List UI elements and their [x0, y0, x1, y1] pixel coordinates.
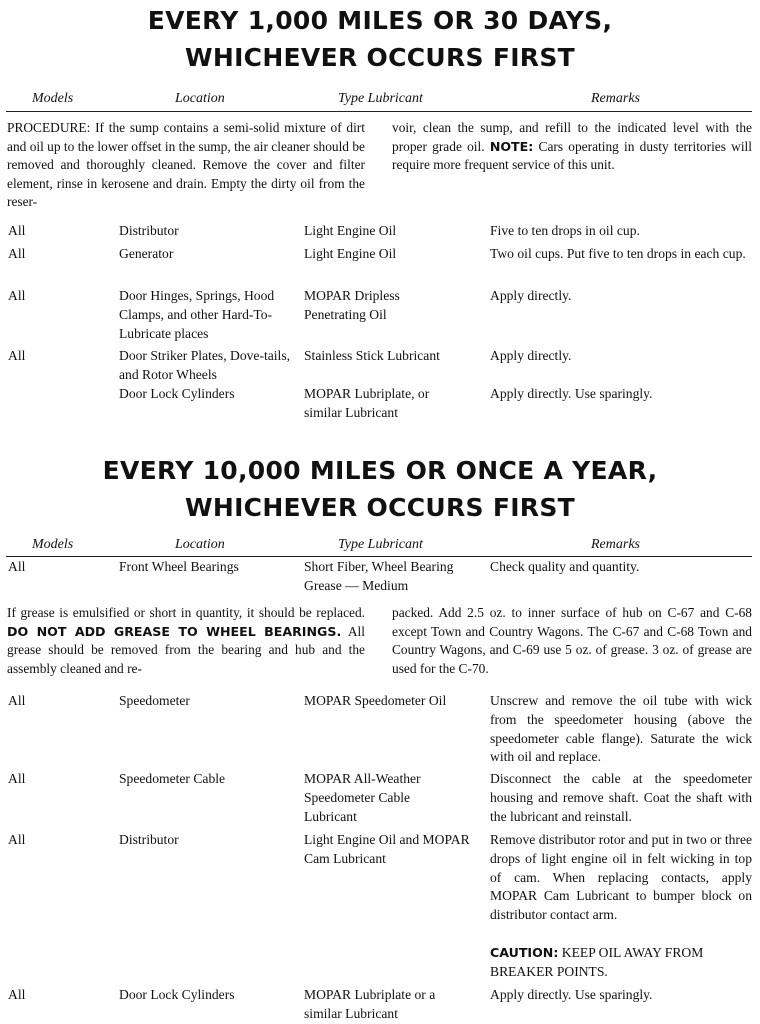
table-row-lubricant: MOPAR Lubriplate or a similar Lubricant	[304, 987, 436, 1021]
grease-warning: DO NOT ADD GREASE TO WHEEL BEARINGS.	[7, 623, 342, 639]
table-row-remarks: Five to ten drops in oil cup.	[490, 223, 640, 238]
table-row-model: All	[8, 693, 26, 708]
header-type-lubricant: Type Lubricant	[338, 537, 423, 552]
grease-note-text: If grease is emulsified or short in quantity, it should be replaced.	[7, 605, 365, 620]
header-type-lubricant: Type Lubricant	[338, 91, 423, 106]
caution-text: KEEP OIL AWAY FROM BREAKER POINTS.	[490, 945, 704, 979]
table-row-location: Door Lock Cylinders	[119, 386, 235, 401]
procedure-label: PROCEDURE:	[7, 120, 91, 135]
header-remarks: Remarks	[591, 537, 640, 552]
table-row-lubricant: Light Engine Oil and MOPAR Cam Lubricant	[304, 832, 470, 866]
procedure-text: If the sump contains a semi-solid mixture of dirt and oil up to the lower offset in the sump, the air cleaner should be removed and thoroughly cleaned. Remove the cover and filter element, rinse in kerosene and drain. Empty the dirty oil from the reser-	[7, 120, 365, 210]
caution-note	[490, 944, 752, 982]
header-remarks: Remarks	[591, 91, 640, 106]
table-row-remarks: Two oil cups. Put five to ten drops in each cup.	[490, 246, 746, 261]
header-models: Models	[32, 91, 74, 106]
section2-title-line2: WHICHEVER OCCURS FIRST	[184, 493, 576, 522]
table-row-model: All	[8, 832, 26, 847]
section1-header-rule	[6, 111, 752, 112]
table-row-location: Speedometer Cable	[119, 771, 226, 786]
section1-title-line2: WHICHEVER OCCURS FIRST	[184, 43, 576, 72]
section2-title-line1: EVERY 10,000 MILES OR ONCE A YEAR,	[102, 456, 658, 485]
table-row-remarks: Unscrew and remove the oil tube with wick from the speedometer housing (above the speedometer cable flange). Saturate the wick with oil and replace.	[490, 693, 752, 765]
table-row-lubricant: MOPAR Lubriplate, or similar Lubricant	[304, 386, 430, 420]
table-row-lubricant: Light Engine Oil	[304, 246, 397, 261]
table-row-location: Door Striker Plates, Dove-tails, and Rotor Wheels	[119, 348, 291, 382]
table-row-location: Door Lock Cylinders	[119, 987, 235, 1002]
table-row-lubricant: Light Engine Oil	[304, 223, 397, 238]
note-label: NOTE:	[489, 138, 534, 154]
section2-header-rule	[6, 556, 752, 557]
header-models: Models	[32, 537, 74, 552]
table-row-remarks: Apply directly. Use sparingly.	[490, 386, 653, 401]
table-row-remarks: Apply directly. Use sparingly.	[490, 987, 653, 1002]
procedure-col1	[7, 119, 365, 212]
grease-note-col2: packed. Add 2.5 oz. to inner surface of hub on C-67 and C-68 except Town and Country Wagons. The C-67 and C-68 Town and Country Wagons, and C-69 use 5 oz. of grease. 3 oz. of grease are used for the C-70.	[392, 605, 752, 676]
table-row-model: All	[8, 559, 26, 574]
note-text: Cars operating in dusty territories will require more frequent service of this unit.	[392, 138, 752, 173]
table-row-remarks: Apply directly.	[490, 348, 572, 363]
table-row-remarks: Check quality and quantity.	[490, 559, 640, 574]
table-row-model: All	[8, 288, 26, 303]
table-row-lubricant: Short Fiber, Wheel Bearing Grease — Medium	[304, 559, 454, 593]
table-row-lubricant: Stainless Stick Lubricant	[304, 348, 440, 363]
header-location: Location	[175, 537, 225, 552]
table-row-location: Generator	[119, 246, 174, 261]
table-row-model: All	[8, 246, 26, 261]
table-row-lubricant: MOPAR Dripless Penetrating Oil	[304, 288, 400, 322]
table-row-model: All	[8, 223, 26, 238]
section1-title-line1: EVERY 1,000 MILES OR 30 DAYS,	[147, 6, 613, 35]
table-row-location: Front Wheel Bearings	[119, 559, 239, 574]
procedure-continued-text: voir, clean the sump, and refill to the indicated level with the proper grade oil.	[392, 120, 752, 154]
table-row-remarks: Disconnect the cable at the speedometer housing and remove shaft. Coat the shaft with the lubricant and reinstall.	[490, 771, 752, 824]
table-row-location: Distributor	[119, 223, 179, 238]
table-row-remarks: Apply directly.	[490, 288, 572, 303]
table-row-model: All	[8, 987, 26, 1002]
table-row-model: All	[8, 348, 26, 363]
procedure-col2	[392, 119, 752, 175]
grease-note-col1	[7, 604, 365, 678]
table-row-model: All	[8, 771, 26, 786]
grease-note-cont: All grease should be removed from the bearing and hub and the assembly cleaned and re-	[7, 623, 365, 676]
table-row-location: Door Hinges, Springs, Hood Clamps, and other Hard-To-Lubricate places	[119, 288, 275, 341]
table-row-lubricant: MOPAR Speedometer Oil	[304, 693, 447, 708]
table-row-location: Distributor	[119, 832, 179, 847]
header-location: Location	[175, 91, 225, 106]
table-row-location: Speedometer	[119, 693, 190, 708]
caution-label: CAUTION:	[490, 945, 559, 960]
table-row-remarks: Remove distributor rotor and put in two or three drops of light engine oil in felt wicking in top of cam. When replacing contacts, apply MOPAR Cam Lubricant to bumper block on distributor contact arm.	[490, 832, 753, 923]
table-row-lubricant: MOPAR All-Weather Speedometer Cable Lubricant	[304, 771, 421, 824]
